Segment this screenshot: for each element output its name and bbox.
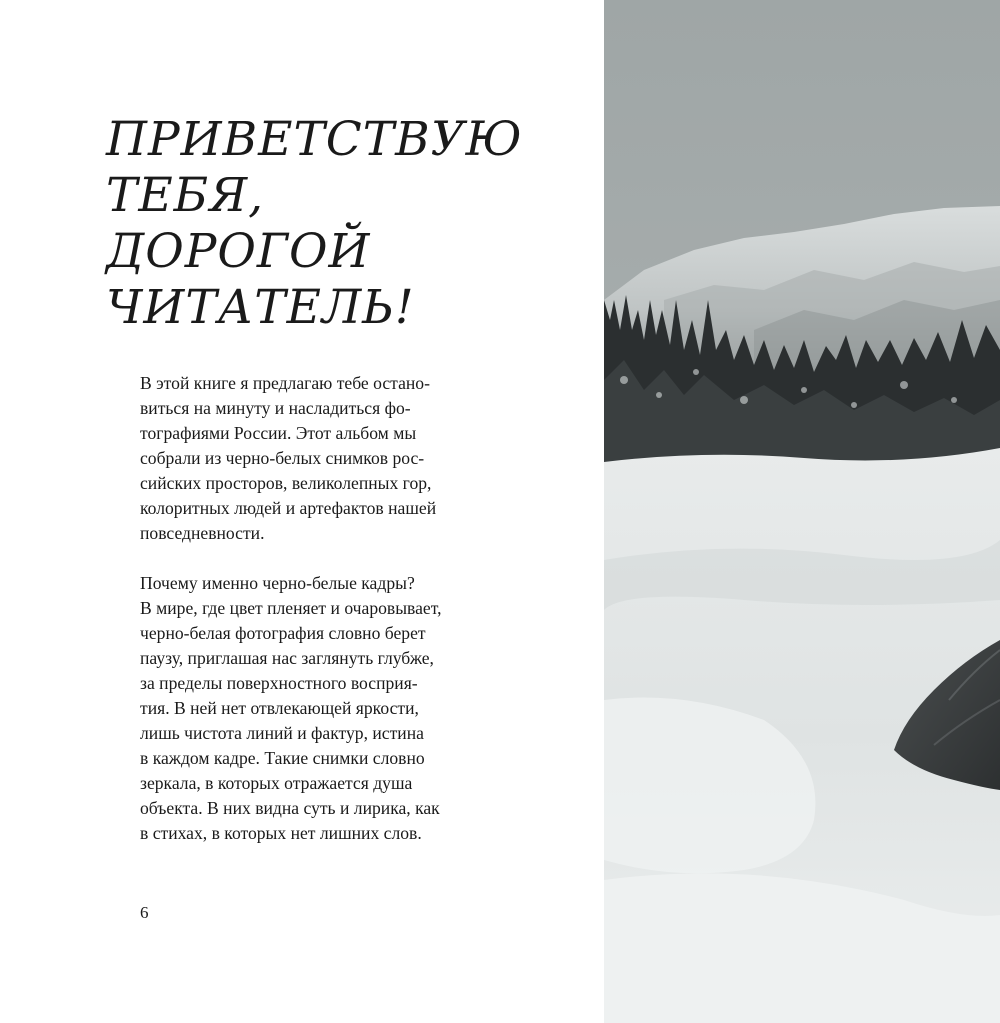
text-line: Почему именно черно-белые кадры? [140,573,415,593]
paragraph-1 [140,371,480,546]
page-number: 6 [140,903,149,922]
winter-landscape-photo [604,0,1000,1023]
text-line: тографиями России. Этот альбом мы [140,423,417,443]
text-line: за пределы поверхностного восприя- [140,673,418,693]
page-heading [106,112,586,336]
text-line: собрали из черно-белых снимков рос- [140,448,425,468]
text-line: паузу, приглашая нас заглянуть глубже, [140,648,434,668]
text-line: лишь чистота линий и фактур, истина [140,723,424,743]
text-line: в стихах, в которых нет лишних слов. [140,823,422,843]
heading-line: ДОРОГОЙ [106,224,371,279]
text-line: колоритных людей и артефактов нашей [140,498,437,518]
text-line: повседневности. [140,523,265,543]
paragraph-gap [140,546,480,571]
text-line: объекта. В них видна суть и лирика, как [140,798,440,818]
body-text [140,371,480,846]
heading-line: ЧИТАТЕЛЬ! [106,280,415,335]
text-line: сийских просторов, великолепных гор, [140,473,432,493]
text-line: виться на минуту и насладиться фо- [140,398,411,418]
heading-line: ТЕБЯ, [106,168,265,223]
text-line: зеркала, в которых отражается душа [140,773,413,793]
text-line: в каждом кадре. Такие снимки словно [140,748,425,768]
text-line: В этой книге я предлагаю тебе остано- [140,373,430,393]
text-line: тия. В ней нет отвлекающей яркости, [140,698,419,718]
text-line: В мире, где цвет пленяет и очаровывает, [140,598,442,618]
paragraph-2 [140,571,480,846]
heading-line: ПРИВЕТСТВУЮ [106,112,523,167]
text-line: черно-белая фотография словно берет [140,623,426,643]
